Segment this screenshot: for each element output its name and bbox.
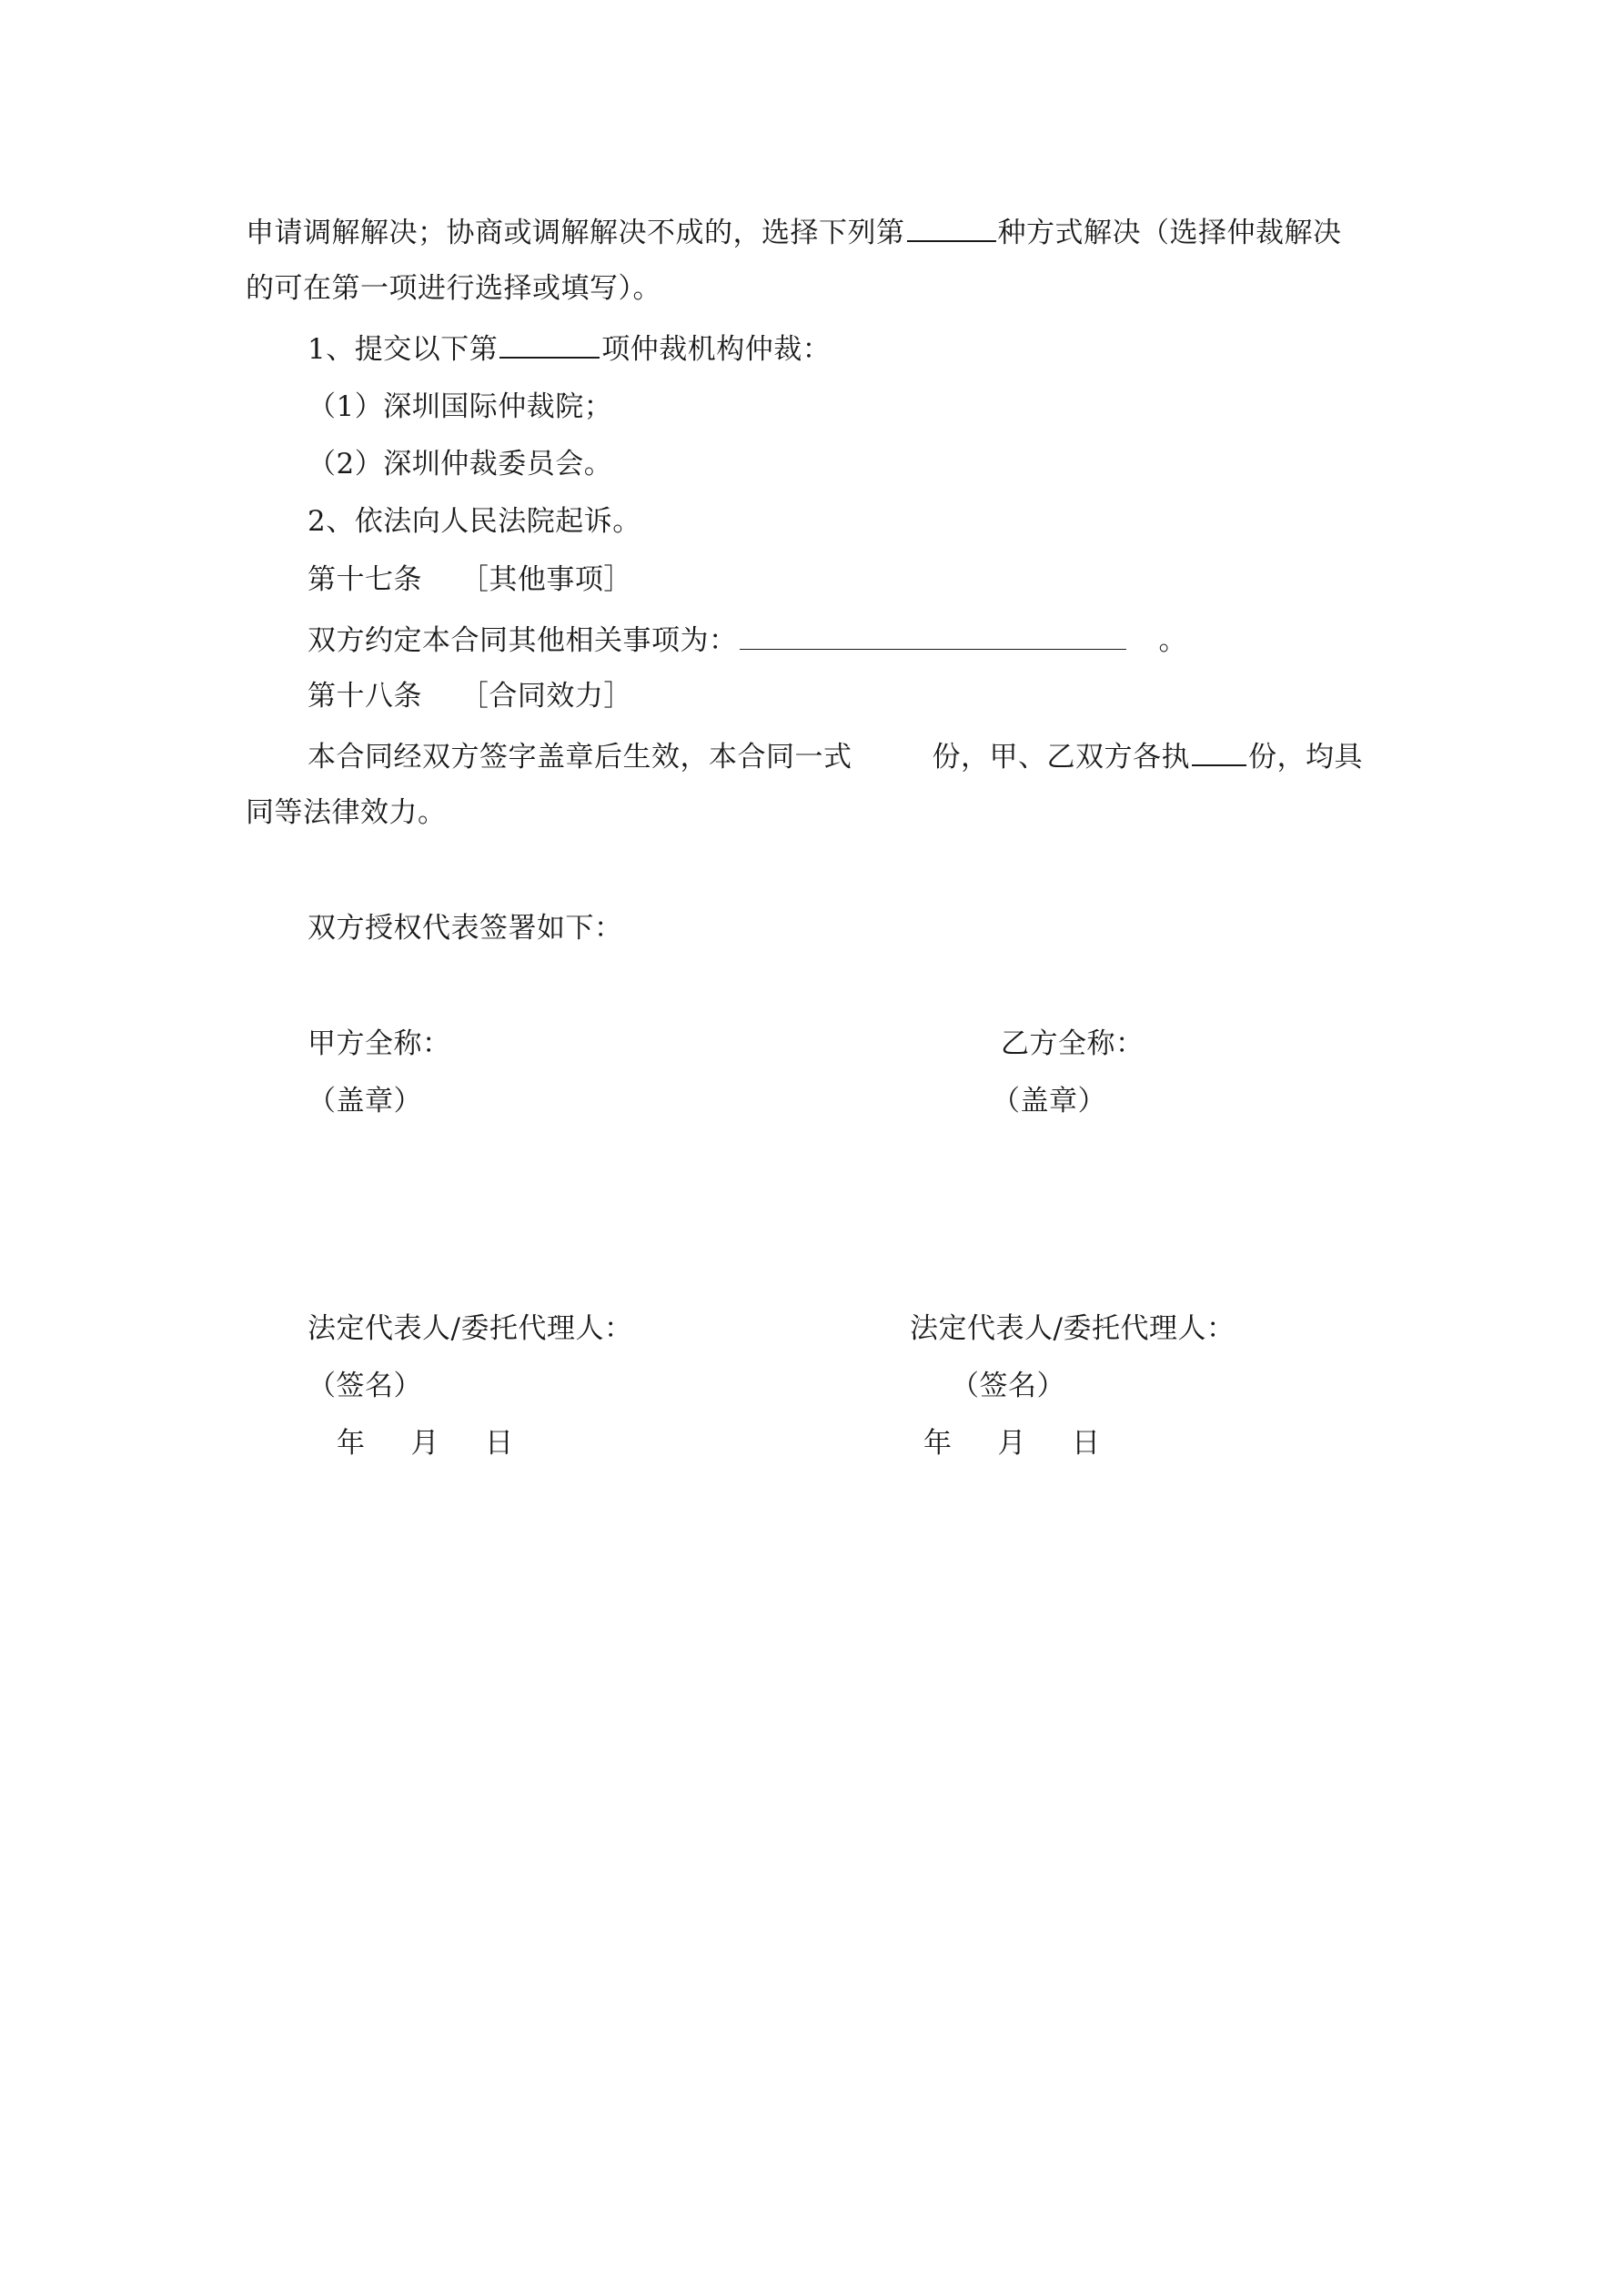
other-matters-text: 双方约定本合同其他相关事项为： bbox=[308, 624, 738, 657]
litigation-item: 2、依法向人民法院起诉。 bbox=[308, 505, 641, 538]
date-month-label: 月 bbox=[410, 1427, 439, 1460]
date-year-label: 年 bbox=[337, 1427, 366, 1460]
article-18-body-line-2: 同等法律效力。 bbox=[246, 796, 447, 829]
copies-each-blank bbox=[1192, 737, 1246, 766]
dispute-text-line2: 的可在第一项进行选择或填写）。 bbox=[246, 272, 661, 305]
other-matters-period: 。 bbox=[1158, 624, 1187, 657]
article-18-body-line-1 bbox=[308, 737, 1363, 775]
arbitration-choice-blank bbox=[499, 329, 600, 359]
dispute-text-part2: 种方式解决（选择仲裁解决 bbox=[997, 217, 1342, 249]
date-day-label: 日 bbox=[1072, 1427, 1101, 1460]
party-b-representative-label: 法定代表人/委托代理人： bbox=[910, 1312, 1236, 1345]
method-choice-blank bbox=[907, 213, 996, 242]
party-a-signature-label: （签名） bbox=[308, 1370, 422, 1402]
party-a-name-label: 甲方全称： bbox=[308, 1027, 451, 1060]
dispute-text-part1: 申请调解解决；协商或调解解决不成的，选择下列第 bbox=[246, 217, 905, 249]
article-17-heading: 第十七条 ［其他事项］ bbox=[308, 563, 632, 596]
arbitration-text-part1: 1、提交以下第 bbox=[308, 333, 499, 366]
article-17-body bbox=[308, 622, 1187, 659]
article-18-heading: 第十八条 ［合同效力］ bbox=[308, 680, 632, 713]
dispute-resolution-line-1 bbox=[246, 213, 1342, 251]
party-b-seal-label: （盖章） bbox=[992, 1085, 1106, 1118]
date-year-label: 年 bbox=[923, 1427, 953, 1460]
copies-text-part1: 本合同经双方签字盖章后生效，本合同一式 bbox=[308, 741, 852, 774]
copies-text-part2: 份，甲、乙双方各执 bbox=[932, 741, 1190, 774]
party-b-signature-label: （签名） bbox=[951, 1370, 1065, 1402]
signature-intro: 双方授权代表签署如下： bbox=[308, 912, 623, 945]
party-b-date bbox=[923, 1425, 1101, 1462]
arbitration-item bbox=[308, 329, 831, 368]
arbitration-text-part2: 项仲裁机构仲裁： bbox=[601, 333, 832, 366]
party-a-seal-label: （盖章） bbox=[308, 1085, 422, 1118]
date-month-label: 月 bbox=[997, 1427, 1026, 1460]
copies-text-part3: 份，均具 bbox=[1248, 741, 1363, 774]
date-day-label: 日 bbox=[485, 1427, 514, 1460]
party-a-representative-label: 法定代表人/委托代理人： bbox=[308, 1312, 633, 1345]
dispute-resolution-line-2 bbox=[246, 270, 661, 307]
arbitration-option-2: （2）深圳仲裁委员会。 bbox=[308, 448, 613, 480]
party-b-name-label: 乙方全称： bbox=[1001, 1027, 1145, 1060]
arbitration-option-1: （1）深圳国际仲裁院； bbox=[308, 390, 613, 423]
party-a-date bbox=[337, 1425, 514, 1462]
other-matters-blank bbox=[740, 622, 1126, 650]
